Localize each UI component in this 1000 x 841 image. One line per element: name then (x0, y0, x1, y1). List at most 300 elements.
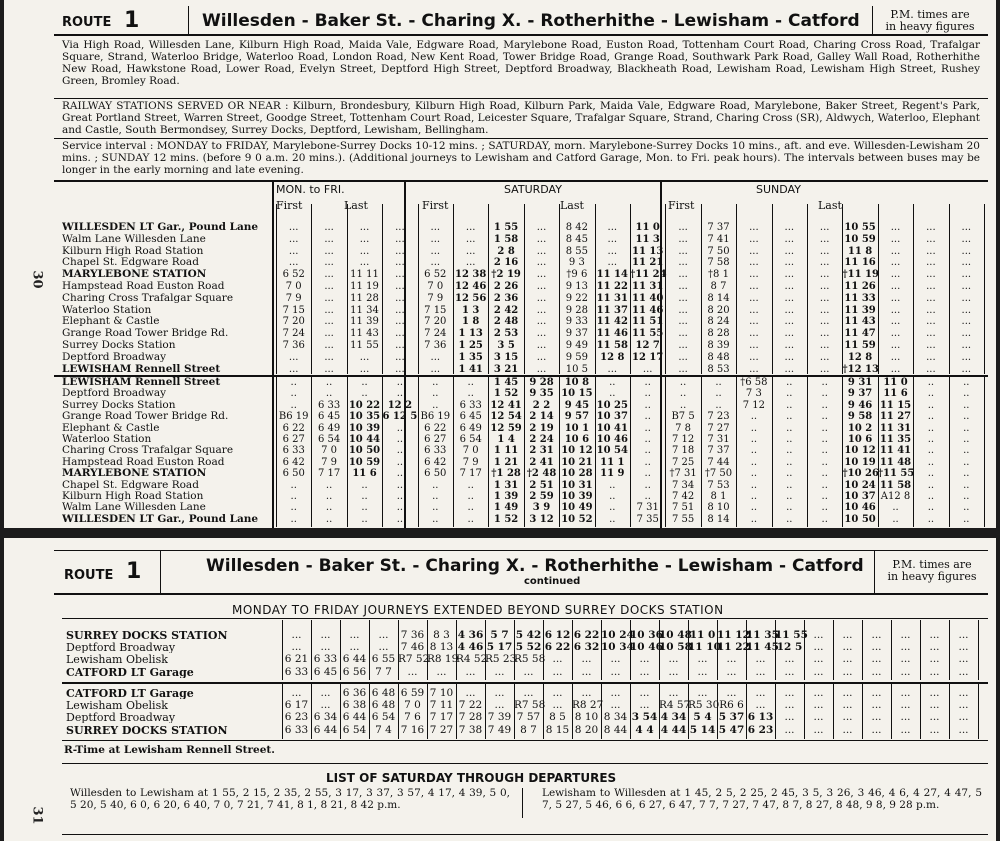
time-cell: ... (961, 245, 972, 257)
stop-name: Walm Lane Willesden Lane (62, 502, 206, 514)
time-cell: ... (929, 723, 940, 736)
time-cell: 10 34 (601, 641, 634, 654)
time-cell: 6 50 (424, 468, 447, 480)
time-cell: 1 52 (493, 388, 519, 400)
time-cell: ... (607, 257, 618, 269)
column-rule (485, 684, 486, 739)
time-cell: †7 31 (669, 468, 697, 480)
column-rule (891, 620, 892, 680)
time-cell: †1 28 (491, 468, 521, 480)
route-label: ROUTE (62, 15, 112, 30)
time-cell: ... (784, 328, 795, 340)
time-cell: 11 31 (879, 422, 912, 434)
time-cell: 7 57 (516, 711, 541, 724)
time-cell: 1 11 (493, 445, 519, 457)
column-rule (276, 204, 277, 374)
time-cell: 7 58 (707, 257, 730, 269)
time-cell: 7 12 (671, 434, 695, 445)
time-cell: ... (958, 629, 969, 641)
sub-header-last: Last (344, 199, 368, 212)
column-rule (665, 204, 666, 374)
time-cell: 2 48 (493, 316, 519, 328)
time-cell: ... (871, 665, 882, 678)
time-cell: ... (494, 665, 505, 678)
time-cell: ... (813, 665, 824, 678)
time-cell: 10 31 (561, 479, 593, 491)
route-title: Willesden - Baker St. - Charing X. - Rotherhithe - Lewisham - Catford (206, 556, 864, 576)
time-cell: ... (749, 304, 759, 316)
column-rule (453, 204, 454, 374)
time-cell: 7 11 (429, 699, 454, 712)
time-cell: .. (396, 468, 404, 480)
column-rule (427, 684, 428, 739)
time-cell: ... (359, 363, 370, 375)
time-cell: 9 57 (564, 411, 590, 423)
time-cell: 11 21 (632, 257, 664, 269)
time-cell: ... (926, 269, 936, 281)
time-cell: 11 27 (879, 411, 912, 423)
time-cell: 11 31 (596, 292, 628, 304)
time-cell: ... (784, 711, 795, 724)
stop-name: Chapel St. Edgware Road (62, 479, 199, 491)
time-cell: 2 51 (529, 479, 554, 491)
time-cell: 9 13 (565, 281, 589, 292)
column-rule (842, 377, 843, 527)
time-cell: ... (890, 351, 901, 363)
column-rule (382, 204, 383, 374)
time-cell: ... (395, 281, 405, 292)
time-cell: ... (958, 641, 969, 654)
time-cell: 7 44 (707, 456, 730, 468)
column-rule (456, 620, 457, 680)
time-cell: ... (813, 653, 824, 666)
time-cell: .. (290, 377, 297, 388)
time-cell: ... (961, 257, 972, 269)
time-cell: 8 45 (565, 233, 589, 245)
time-cell: 6 49 (459, 422, 482, 434)
time-cell: 6 59 (400, 687, 425, 699)
time-cell: .. (821, 513, 828, 525)
column-rule (717, 620, 718, 680)
time-cell: ... (842, 641, 853, 654)
route-header-continued (54, 550, 988, 595)
time-cell: .. (396, 502, 404, 514)
day-header-mon-fri: MON. to FRI. (276, 183, 345, 196)
time-cell: ... (581, 665, 592, 678)
time-cell: .. (644, 456, 651, 468)
timetable-page-lower (4, 538, 996, 841)
time-cell: 6 22 (573, 629, 600, 641)
time-cell: .. (396, 445, 404, 457)
time-cell: 11 12 (717, 629, 750, 641)
time-cell: .. (432, 479, 439, 491)
time-cell: ... (961, 363, 972, 375)
time-cell: .. (750, 479, 758, 491)
time-cell: A12 8 (880, 491, 911, 502)
time-cell: ... (819, 340, 830, 351)
time-cell: ... (668, 687, 679, 699)
time-cell: 11 6 (352, 468, 377, 480)
column-rule (775, 620, 776, 680)
time-cell: .. (786, 491, 793, 502)
time-cell: †2 48 (526, 468, 557, 480)
column-rule (630, 204, 631, 374)
time-cell: ... (890, 292, 901, 304)
column-rule (949, 620, 950, 680)
time-cell: 10 46 (844, 502, 876, 514)
time-cell: ... (958, 723, 969, 736)
column-rule (978, 684, 979, 739)
column-rule (572, 620, 573, 680)
time-cell: .. (432, 502, 439, 514)
time-cell: ... (465, 245, 476, 257)
time-cell: 11 0 (689, 629, 716, 641)
time-cell: ... (678, 340, 688, 351)
time-cell: ... (900, 641, 911, 654)
time-cell: ... (813, 641, 824, 654)
time-cell: 10 52 (561, 513, 593, 525)
time-cell: 6 23 (284, 711, 309, 724)
time-cell: 11 43 (350, 328, 379, 340)
column-rule (340, 684, 341, 739)
time-cell: ... (749, 233, 759, 245)
time-cell: .. (786, 411, 793, 423)
time-cell: †12 13 (842, 363, 879, 375)
time-cell: ... (320, 641, 331, 654)
time-cell: ... (900, 629, 911, 641)
stop-name: WILLESDEN LT Gar., Pound Lane (62, 222, 259, 233)
time-cell: 10 41 (596, 422, 628, 434)
time-cell: ... (890, 316, 901, 328)
time-cell: ... (536, 269, 547, 281)
time-cell: ... (291, 629, 302, 641)
time-cell: .. (750, 491, 758, 502)
time-cell: .. (679, 388, 687, 400)
time-cell: R4 57 (659, 699, 691, 712)
time-cell: ... (288, 363, 299, 375)
page-number-left: 30 (29, 270, 45, 289)
time-cell: 12 17 (632, 351, 664, 363)
time-cell: ... (407, 665, 418, 678)
time-cell: 7 0 (427, 281, 444, 292)
time-cell: 6 34 (313, 711, 338, 724)
time-cell: ... (749, 281, 759, 292)
time-cell: 10 19 (844, 456, 876, 468)
time-cell: ... (324, 269, 334, 281)
time-cell: ... (784, 665, 795, 678)
column-rule (398, 620, 399, 680)
time-cell: 3 54 (631, 711, 658, 724)
time-cell: 6 42 (424, 456, 447, 468)
time-cell: 6 33 (459, 399, 482, 411)
time-cell: 2 41 (529, 456, 554, 468)
column-rule (630, 620, 631, 680)
stop-name: Hampstead Road Euston Road (62, 281, 225, 292)
time-cell: 2 36 (493, 292, 519, 304)
time-cell: 7 20 (424, 316, 447, 328)
time-cell: ... (536, 292, 547, 304)
time-cell: .. (821, 422, 828, 434)
time-cell: .. (927, 377, 935, 388)
time-cell: 10 50 (348, 445, 381, 457)
time-cell: .. (432, 513, 439, 525)
time-cell: .. (361, 502, 368, 514)
time-cell: 9 37 (565, 328, 589, 340)
column-rule (862, 684, 863, 739)
time-cell: †11 24 (630, 269, 667, 281)
time-cell: 11 35 (746, 629, 779, 641)
time-cell: 9 31 (847, 377, 873, 388)
time-cell: ... (819, 292, 830, 304)
time-cell: 10 21 (561, 456, 593, 468)
time-cell: 1 21 (493, 456, 519, 468)
time-cell: ... (961, 281, 972, 292)
column-rule (311, 620, 312, 680)
time-cell: 10 6 (564, 434, 590, 445)
time-cell: ... (871, 641, 882, 654)
column-rule (595, 377, 596, 527)
time-cell: ... (819, 233, 830, 245)
time-cell: ... (320, 629, 331, 641)
time-cell: ... (324, 233, 334, 245)
time-cell: 6 22 (282, 422, 305, 434)
time-cell: 11 43 (844, 316, 876, 328)
column-rule (595, 204, 596, 374)
column-rule (340, 620, 341, 680)
time-cell: 2 19 (529, 422, 554, 434)
column-rule (833, 620, 834, 680)
time-cell: ... (784, 351, 795, 363)
column-rule (949, 377, 950, 527)
column-rule (559, 377, 560, 527)
column-rule (418, 204, 419, 374)
time-cell: 7 17 (429, 711, 454, 724)
time-cell: .. (644, 491, 651, 502)
time-cell: ... (678, 233, 688, 245)
stop-name: CATFORD LT Garage (66, 666, 194, 678)
time-cell: 7 0 (404, 699, 421, 712)
time-cell: 8 15 (545, 723, 570, 736)
time-cell: 7 37 (707, 445, 730, 457)
time-cell: 10 2 (847, 422, 873, 434)
time-cell: .. (644, 388, 651, 400)
page-number-left: 31 (29, 806, 45, 825)
time-cell: ... (678, 281, 688, 292)
time-cell: 7 20 (282, 316, 305, 328)
time-cell: ... (784, 222, 795, 233)
stop-name: Grange Road Tower Bridge Rd. (62, 411, 229, 423)
time-cell: .. (609, 388, 616, 400)
time-cell: 9 28 (529, 377, 554, 388)
time-cell: 6 45 (459, 411, 482, 423)
time-cell: .. (750, 513, 758, 525)
time-cell: .. (963, 388, 970, 400)
time-cell: ... (607, 233, 618, 245)
column-rule (524, 204, 525, 374)
time-cell: 1 25 (458, 340, 483, 351)
time-cell: 8 1 (710, 491, 727, 502)
time-cell: ... (639, 665, 650, 678)
time-cell: ... (749, 257, 759, 269)
time-cell: 10 5 (565, 363, 589, 375)
column-rule (282, 684, 283, 739)
time-cell: .. (679, 399, 687, 411)
time-cell: 9 46 (847, 399, 873, 411)
time-cell: 8 39 (707, 340, 730, 351)
column-rule (984, 204, 985, 374)
time-cell: .. (927, 434, 935, 445)
time-cell: ... (784, 304, 795, 316)
time-cell: 8 5 (549, 711, 566, 724)
time-cell: 11 45 (746, 641, 779, 654)
time-cell: 10 6 (847, 434, 873, 445)
time-cell: ... (678, 316, 688, 328)
time-cell: 6 52 (282, 269, 305, 281)
column-rule (746, 620, 747, 680)
time-cell: .. (927, 411, 935, 423)
time-cell: 8 14 (707, 292, 730, 304)
time-cell: 3 21 (493, 363, 519, 375)
time-cell: 6 52 (424, 269, 447, 281)
time-cell: ... (961, 351, 972, 363)
time-cell: 6 56 (342, 665, 367, 678)
time-cell: ... (784, 653, 795, 666)
time-cell: ... (784, 233, 795, 245)
time-cell: 11 55 (632, 328, 664, 340)
time-cell: ... (958, 711, 969, 724)
time-cell: 1 55 (493, 222, 519, 233)
time-cell: .. (927, 422, 935, 434)
time-cell: 9 58 (847, 411, 873, 423)
time-cell: 1 35 (458, 351, 483, 363)
time-cell: ... (430, 351, 441, 363)
time-cell: ... (784, 245, 795, 257)
time-cell: ... (395, 363, 405, 375)
time-cell: .. (927, 491, 935, 502)
time-cell: ... (784, 269, 795, 281)
time-cell: R7 52 (398, 653, 430, 666)
time-cell: †6 58 (740, 377, 768, 388)
time-cell: .. (927, 513, 935, 525)
time-cell: 1 52 (493, 513, 519, 525)
column-rule (949, 204, 950, 374)
time-cell: .. (396, 388, 404, 400)
time-cell: ... (784, 292, 795, 304)
time-cell: 11 42 (596, 316, 628, 328)
time-cell: ... (359, 245, 370, 257)
time-cell: 11 19 (350, 281, 379, 292)
route-header (54, 6, 988, 36)
time-cell: 7 53 (707, 479, 730, 491)
time-cell: 6 17 (284, 699, 309, 712)
time-cell: ... (755, 653, 766, 666)
time-cell: ... (890, 269, 901, 281)
time-cell: 7 36 (400, 629, 425, 641)
time-cell: ... (726, 653, 737, 666)
time-cell: 2 26 (493, 281, 519, 292)
time-cell: ... (678, 245, 688, 257)
time-cell: 10 59 (844, 233, 876, 245)
time-cell: .. (609, 491, 616, 502)
time-cell: ... (926, 340, 936, 351)
time-cell: .. (821, 491, 828, 502)
time-cell: ... (359, 222, 370, 233)
time-cell: 1 41 (458, 363, 483, 375)
time-cell: ... (813, 699, 824, 712)
time-cell: 10 24 (601, 629, 634, 641)
column-rule (659, 620, 660, 680)
time-cell: .. (821, 502, 828, 514)
service-interval-text: Service interval : MONDAY to FRIDAY, Marylebone-Surrey Docks 10-12 mins. ; SATURDAY, morn. Marylebone-Surrey Docks 10 mins., aft. and eve. Willesden-Lewisham 20 mins. ; SUNDAY 12 mins. (before 9 0 a.m. 20 mins.). (Additional journeys to Lewisham and Catford Garage, Mon. to Fri. peak hours). The intervals between buses may be longer in the early morning and late evening. (62, 140, 980, 176)
time-cell: 6 42 (282, 456, 305, 468)
time-cell: 10 15 (561, 388, 593, 400)
time-cell: 11 34 (350, 304, 379, 316)
column-rule (913, 377, 914, 527)
time-cell: ... (890, 245, 901, 257)
time-cell: 7 4 (375, 723, 392, 736)
time-cell: ... (324, 281, 334, 292)
time-cell: ... (749, 351, 759, 363)
time-cell: B7 5 (671, 411, 695, 423)
stop-name: CATFORD LT Garage (66, 688, 194, 699)
column-rule (601, 620, 602, 680)
time-cell: 10 48 (659, 629, 692, 641)
time-cell: ... (900, 699, 911, 712)
time-cell: ... (395, 269, 405, 281)
time-cell: .. (927, 502, 935, 514)
time-cell: ... (610, 687, 621, 699)
time-cell: ... (552, 653, 563, 666)
time-cell: ... (359, 233, 370, 245)
time-cell: .. (963, 468, 970, 480)
time-cell: ... (536, 257, 547, 269)
time-cell: ... (324, 245, 334, 257)
time-cell: ... (359, 351, 370, 363)
time-cell: 12 56 (455, 292, 487, 304)
sub-header-first: First (276, 199, 303, 212)
time-cell: 10 46 (630, 641, 663, 654)
time-cell: ... (958, 687, 969, 699)
time-cell: B6 19 (278, 411, 309, 423)
time-cell: ... (890, 233, 901, 245)
time-cell: ... (536, 363, 547, 375)
time-cell: .. (361, 479, 368, 491)
time-cell: 11 37 (596, 304, 628, 316)
time-cell: 7 0 (321, 445, 338, 457)
time-cell: 11 58 (879, 479, 912, 491)
time-cell: 6 13 (747, 711, 774, 724)
time-cell: ... (610, 665, 621, 678)
time-cell: 10 37 (596, 411, 628, 423)
column-rule (807, 204, 808, 374)
time-cell: 11 47 (844, 328, 876, 340)
time-cell: ... (324, 304, 334, 316)
time-cell: ... (926, 233, 936, 245)
time-cell: ... (288, 233, 299, 245)
time-cell: 11 8 (847, 245, 873, 257)
time-cell: ... (819, 328, 830, 340)
time-cell: ... (678, 292, 688, 304)
time-cell: .. (290, 388, 297, 400)
column-rule (398, 684, 399, 739)
time-cell: ... (900, 687, 911, 699)
time-cell: ... (678, 222, 688, 233)
time-cell: .. (821, 399, 828, 411)
time-cell: ... (494, 699, 505, 712)
time-cell: †10 26 (842, 468, 879, 480)
time-cell: 12 54 (490, 411, 522, 423)
stop-name: MARYLEBONE STATION (62, 269, 207, 281)
